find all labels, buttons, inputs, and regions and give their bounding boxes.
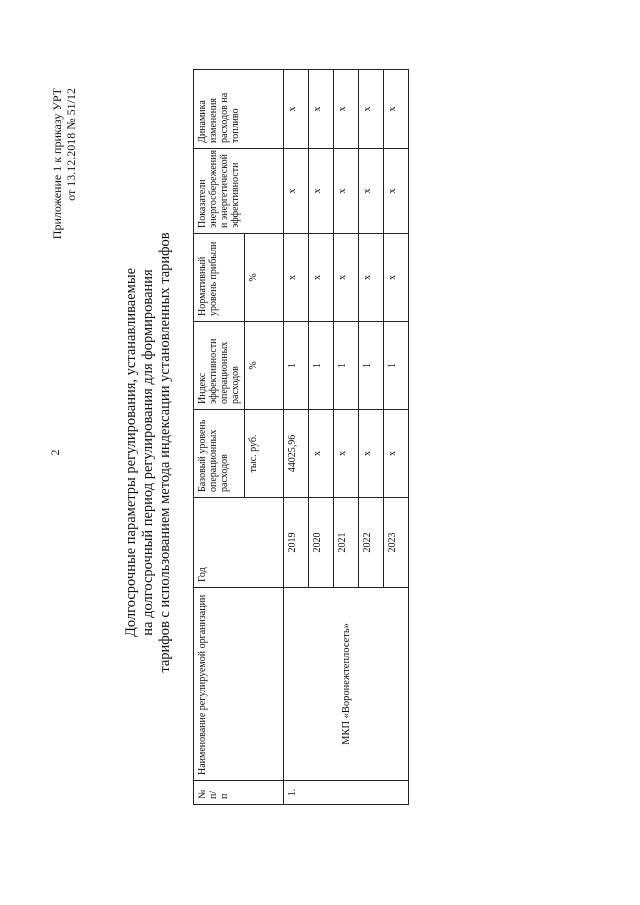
row-index: 1 <box>359 322 384 410</box>
row-profit: х <box>309 234 334 322</box>
row-year: 2023 <box>384 498 409 588</box>
row-year: 2019 <box>284 498 309 588</box>
row-base: х <box>384 410 409 498</box>
row-index: 1 <box>334 322 359 410</box>
header-row <box>194 70 245 805</box>
row-index: 1 <box>384 322 409 410</box>
row-base: х <box>334 410 359 498</box>
row-energy: х <box>309 149 334 234</box>
row-base: х <box>359 410 384 498</box>
header-org: Наименование регулируемой организации <box>194 588 284 781</box>
row-year: 2020 <box>309 498 334 588</box>
header-energy: Показатели энергосбережения и энергетической эффективности <box>194 149 284 234</box>
row-profit: х <box>384 234 409 322</box>
row-base: х <box>309 410 334 498</box>
page-number: 2 <box>48 449 62 456</box>
header-profit: Нормативный уровень прибыли <box>194 234 245 322</box>
title-line-2: на долгосрочный период регулирования для формирования <box>140 269 156 636</box>
row-fuel: х <box>284 70 309 149</box>
header-fuel: Динамика изменения расходов на топливо <box>194 70 284 149</box>
row-energy: х <box>334 149 359 234</box>
row-fuel: х <box>334 70 359 149</box>
table-row <box>284 70 309 805</box>
org-name: МКП «Воронежтеплосеть» <box>284 588 409 781</box>
unit-profit: % <box>245 234 284 322</box>
row-energy: х <box>384 149 409 234</box>
row-energy: х <box>359 149 384 234</box>
header-year: Год <box>194 498 284 588</box>
row-profit: х <box>284 234 309 322</box>
appendix-line-1: Приложение 1 к приказу УРТ <box>50 88 64 240</box>
header-num: № п/ п <box>194 781 284 805</box>
unit-base: тыс. руб. <box>245 410 284 498</box>
title-line-1: Долгосрочные параметры регулирования, устанавливаемые <box>123 267 139 638</box>
header-base: Базовый уровень операционных расходов <box>194 410 245 498</box>
row-profit: х <box>359 234 384 322</box>
document-title <box>123 0 174 905</box>
title-line-3: тарифов с использованием метода индексации установленных тарифов <box>157 232 173 673</box>
row-fuel: х <box>384 70 409 149</box>
row-base: 44025,96 <box>284 410 309 498</box>
appendix-note <box>50 88 78 239</box>
parameters-table <box>193 69 409 805</box>
row-year: 2021 <box>334 498 359 588</box>
row-index: 1 <box>309 322 334 410</box>
row-year: 2022 <box>359 498 384 588</box>
row-fuel: х <box>309 70 334 149</box>
appendix-line-2: от 13.12.2018 № 51/12 <box>64 88 78 201</box>
row-energy: х <box>284 149 309 234</box>
header-index: Индекс эффективности операционных расходов <box>194 322 245 410</box>
row-index: 1 <box>284 322 309 410</box>
row-fuel: х <box>359 70 384 149</box>
org-number: 1. <box>284 781 409 805</box>
row-profit: х <box>334 234 359 322</box>
unit-index: % <box>245 322 284 410</box>
